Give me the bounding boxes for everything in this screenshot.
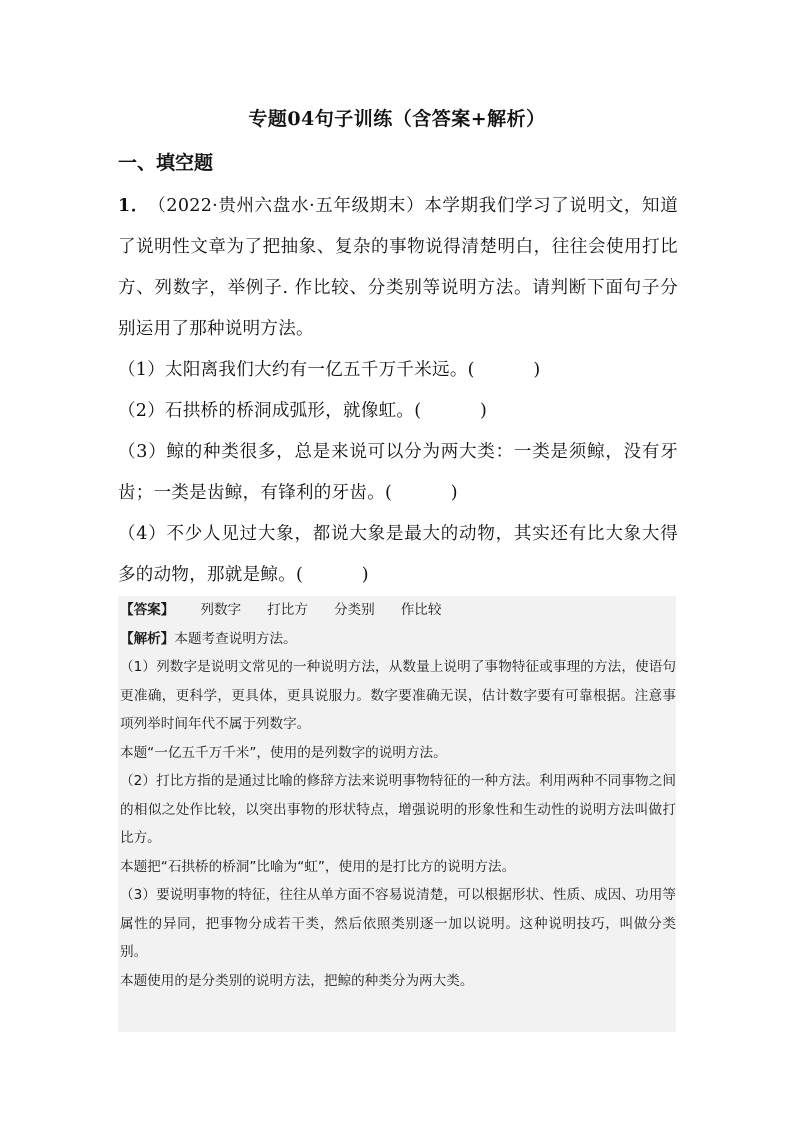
- answer-blank[interactable]: ): [392, 483, 458, 503]
- answer-blank[interactable]: ): [474, 360, 541, 380]
- analysis-paragraph: 本题“一亿五千万千米”，使用的是列数字的说明方法。: [120, 744, 447, 761]
- answer-item: 分类别: [333, 602, 375, 618]
- question-item-text: （1）太阳离我们大约有一亿五千万千米远。(: [118, 360, 475, 380]
- answer-analysis-box: [118, 596, 676, 1032]
- analysis-paragraph: 本题把“石拱桥的桥洞”比喻为“虹”，使用的是打比方的说明方法。: [120, 858, 516, 875]
- analysis-paragraph: （1）列数字是说明文常见的一种说明方法，从数量上说明了事物特征或事理的方法，使语句更准确，更科学，更具体，更具说服力。数字要准确无误，估计数字要有可靠根据。注意事项列举时间年代不属于列数字。: [120, 659, 676, 732]
- answer-item: 打比方: [267, 602, 308, 618]
- section-heading: 一、填空题: [118, 152, 214, 174]
- answer-line: [120, 596, 676, 625]
- question-stem-text: （2022·贵州六盘水·五年级期末）本学期我们学习了说明文，知道了说明性文章为了把抽象、复杂的事物说得清楚明白，往往会使用打比方、列数字，举例子. 作比较、分类别等说明方法。请判断下面句子分别运用了那种说明方法。: [118, 196, 678, 339]
- question-block: [118, 186, 678, 596]
- question-item: [118, 350, 678, 391]
- analysis-paragraph: 本题使用的是分类别的说明方法，把鲸的种类分为两大类。: [120, 972, 474, 989]
- analysis-intro: [120, 625, 676, 654]
- answer-item: 作比较: [400, 602, 442, 618]
- answer-tag: 【答案】: [120, 602, 175, 618]
- question-stem: [118, 186, 678, 350]
- answer-blank[interactable]: ): [421, 401, 488, 421]
- question-item-text: （2）石拱桥的桥洞成弧形，就像虹。(: [118, 401, 422, 421]
- answer-blank[interactable]: ): [303, 565, 369, 585]
- answer-item: 列数字: [200, 602, 242, 618]
- analysis-paragraph: （3）要说明事物的特征，往往从单方面不容易说清楚，可以根据形状、性质、成因、功用等属性的异同，把事物分成若干类，然后依照类别逐一加以说明。这种说明技巧，叫做分类别。: [120, 887, 676, 960]
- question-item: [118, 432, 678, 514]
- question-item: [118, 514, 678, 596]
- question-item: [118, 391, 678, 432]
- question-item-text: （4）不少人见过大象，都说大象是最大的动物，其实还有比大象大得多的动物，那就是鲸。(: [118, 524, 678, 585]
- analysis-tag: 【解析】: [120, 630, 175, 647]
- analysis-intro-text: 本题考查说明方法。: [174, 630, 297, 647]
- page-title: 专题04句子训练（含答案+解析）: [248, 108, 546, 130]
- analysis-paragraph: （2）打比方指的是通过比喻的修辞方法来说明事物特征的一种方法。利用两种不同事物之间的相似之处作比较，以突出事物的形状特点，增强说明的形象性和生动性的说明方法叫做打比方。: [120, 773, 676, 846]
- question-item-text: （3）鲸的种类很多，总是来说可以分为两大类：一类是须鲸，没有牙齿；一类是齿鲸，有锋利的牙齿。(: [118, 442, 678, 503]
- question-number: 1．: [118, 196, 149, 216]
